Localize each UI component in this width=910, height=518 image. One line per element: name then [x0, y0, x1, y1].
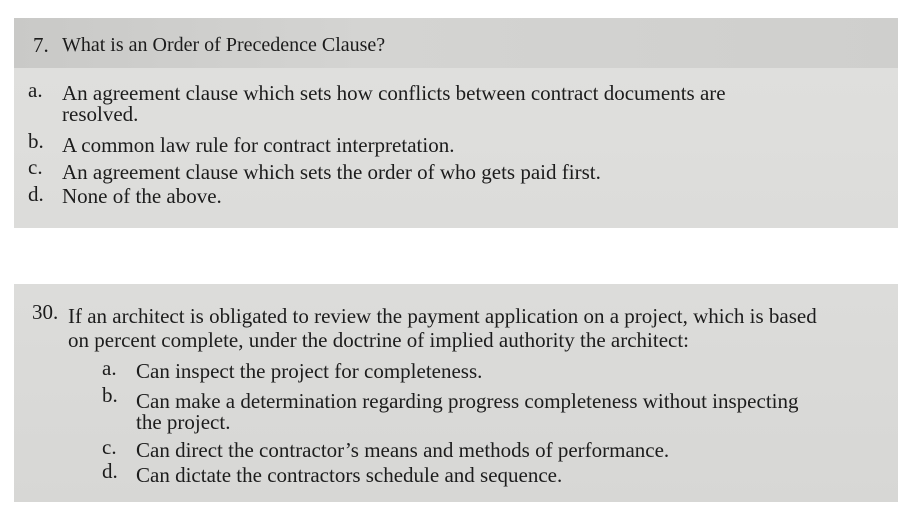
option-d-letter: d. — [28, 182, 44, 206]
question-30-text-line-1: If an architect is obligated to review the payment application on a project, which is based — [68, 304, 817, 328]
q30-option-a-text: Can inspect the project for completeness. — [136, 359, 483, 383]
option-a-text-line-1: An agreement clause which sets how conflicts between contract documents are — [62, 81, 726, 105]
q30-option-b-text-line-1: Can make a determination regarding progress completeness without inspecting — [136, 389, 799, 413]
question-30-number: 30. — [32, 300, 59, 324]
q30-option-d-letter: d. — [102, 459, 118, 483]
q30-option-b-letter: b. — [102, 383, 118, 407]
q30-option-b-text-line-2: the project. — [136, 410, 231, 434]
q30-option-a-letter: a. — [102, 356, 117, 380]
question-30-card — [14, 284, 898, 502]
question-7-card — [14, 18, 898, 228]
option-b-text: A common law rule for contract interpretation. — [62, 133, 455, 157]
option-b-letter: b. — [28, 129, 44, 153]
option-a-letter: a. — [28, 78, 43, 102]
q30-option-c-letter: c. — [102, 435, 117, 459]
question-30-text-line-2: on percent complete, under the doctrine of implied authority the architect: — [68, 328, 690, 352]
q30-option-c-text: Can direct the contractor’s means and methods of performance. — [136, 438, 670, 462]
question-7-number: 7. — [33, 33, 49, 57]
option-d-text: None of the above. — [62, 184, 222, 208]
option-a-text-line-2: resolved. — [62, 102, 139, 126]
question-7-text: What is an Order of Precedence Clause? — [62, 34, 386, 56]
option-c-text: An agreement clause which sets the order of who gets paid first. — [62, 160, 601, 184]
q30-option-d-text: Can dictate the contractors schedule and sequence. — [136, 463, 563, 487]
option-c-letter: c. — [28, 155, 43, 179]
